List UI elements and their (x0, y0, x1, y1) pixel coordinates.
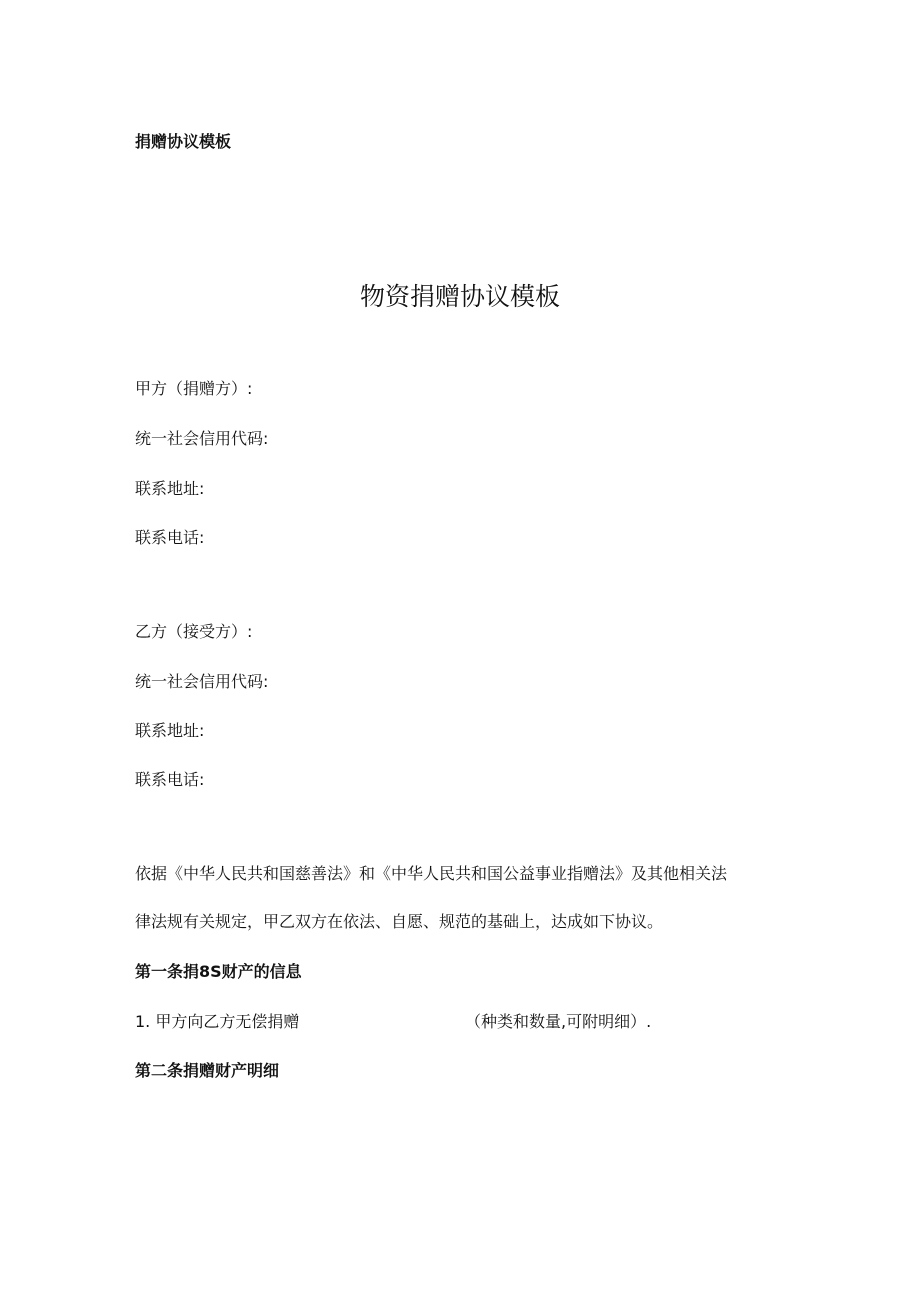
article-1-heading: 第一条捐8S财产的信息 (135, 962, 302, 981)
item-1-note: （种类和数量,可附明细）. (465, 1012, 652, 1031)
preamble-line-1: 依据《中华人民共和国慈善法》和《中华人民共和国公益事业指赠法》及其他相关法 (135, 864, 728, 883)
party-a-phone: 联系电话: (135, 528, 205, 547)
party-a-credit-code: 统一社会信用代码: (135, 429, 269, 448)
party-b-phone: 联系电话: (135, 770, 205, 789)
party-a-label: 甲方（捐赠方）: (135, 379, 253, 398)
article-2-heading: 第二条捐赠财产明细 (135, 1061, 280, 1080)
party-b-label: 乙方（接受方）: (135, 622, 253, 641)
item-1-text: 1. 甲方向乙方无偿捐赠 (135, 1012, 300, 1031)
article-1-item-1 (135, 1012, 695, 1032)
preamble-line-2: 律法规有关规定，甲乙双方在依法、自愿、规范的基础上，达成如下协议。 (135, 912, 664, 931)
party-b-address: 联系地址: (135, 721, 205, 740)
document-title: 物资捐赠协议模板 (359, 282, 560, 311)
party-b-credit-code: 统一社会信用代码: (135, 672, 269, 691)
header-title: 捐赠协议模板 (135, 132, 232, 151)
party-a-address: 联系地址: (135, 479, 205, 498)
